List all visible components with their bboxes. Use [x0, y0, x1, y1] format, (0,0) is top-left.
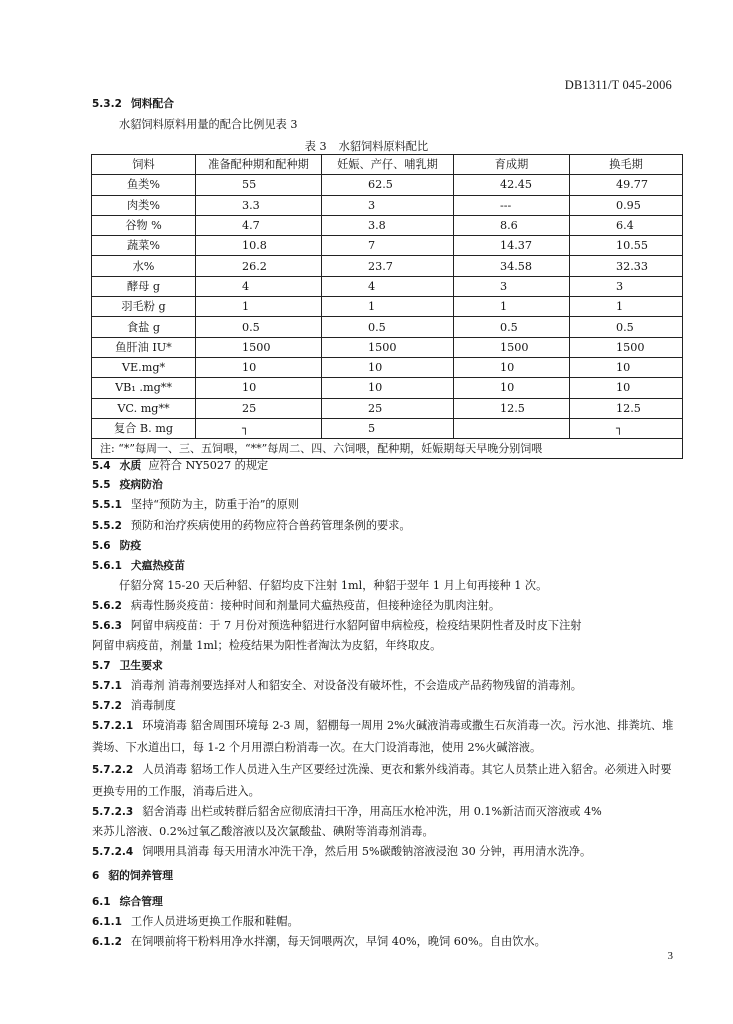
table-cell: 0.5: [322, 317, 454, 337]
section-5-5: [92, 478, 682, 492]
table-cell: 10: [454, 378, 570, 398]
section-number: 5.7.2.4: [92, 846, 134, 858]
table-row: [92, 215, 683, 235]
section-number: 5.7: [92, 660, 111, 672]
table-cell: 25: [322, 398, 454, 418]
section-5-6-1-text: 仔貂分窝 15-20 天后种貂、仔貂均皮下注射 1ml，种貂于翌年 1 月上旬再接种 1 次。: [119, 579, 548, 592]
table-cell: 49.77: [570, 175, 683, 195]
section-text: 应符合 NY5027 的规定: [148, 459, 269, 472]
table-cell: 0.5: [196, 317, 322, 337]
section-5-3-2-intro: 水貂饲料原料用量的配合比例见表 3: [119, 118, 298, 131]
section-5-7-2-3-continued: 来苏儿溶液、0.2%过氧乙酸溶液以及次氯酸盐、碘附等消毒剂消毒。: [92, 825, 434, 838]
table-header-cell: 换毛期: [570, 155, 683, 175]
section-number: 5.7.1: [92, 680, 122, 692]
table-cell: 10: [196, 357, 322, 377]
section-5-6: [92, 539, 682, 553]
table-caption-title: 水貂饲料原料配比: [338, 140, 429, 153]
table-cell: 34.58: [454, 256, 570, 276]
section-number: 5.6.1: [92, 560, 122, 572]
table-row: [92, 418, 683, 438]
table-cell: 3.3: [196, 195, 322, 215]
table-row-label: 谷物 %: [92, 215, 196, 235]
section-text: 貂舍消毒 出栏或转群后貂舍应彻底清扫干净，用高压水枪冲洗，用 0.1%新洁而灭溶液或 4%: [142, 805, 602, 818]
table-cell: 1: [570, 297, 683, 317]
table-cell: 10.8: [196, 236, 322, 256]
section-5-7-2-1: [92, 715, 682, 759]
section-text: 病毒性肠炎疫苗：接种时间和剂量同犬瘟热疫苗，但接种途径为肌肉注射。: [130, 599, 501, 612]
table-cell: 10: [196, 378, 322, 398]
table-row: [92, 195, 683, 215]
table-row: [92, 357, 683, 377]
table-cell: 1500: [454, 337, 570, 357]
table-cell: 32.33: [570, 256, 683, 276]
section-number: 6.1.1: [92, 916, 122, 928]
table-cell: 25: [196, 398, 322, 418]
table-cell: 10: [322, 378, 454, 398]
table-cell: [454, 418, 570, 438]
table-cell: 4: [196, 276, 322, 296]
table-cell: 1: [322, 297, 454, 317]
section-5-7-2-2: [92, 759, 682, 803]
table-header-row: [92, 155, 683, 175]
section-6-1-1: [92, 915, 682, 929]
section-number: 5.6.2: [92, 600, 122, 612]
section-title: 饲料配合: [130, 97, 175, 110]
table-row: [92, 236, 683, 256]
table-row: [92, 317, 683, 337]
section-5-5-1: [92, 498, 682, 512]
table-cell: 3: [322, 195, 454, 215]
section-title: 防疫: [119, 539, 142, 552]
table-cell: 23.7: [322, 256, 454, 276]
table-row: [92, 337, 683, 357]
table-cell: 1500: [570, 337, 683, 357]
table-cell: 3: [570, 276, 683, 296]
table-row: [92, 175, 683, 195]
section-number: 5.5.1: [92, 499, 122, 511]
table-note: 注: “*”每周一、三、五饲喂，“**”每周二、四、六饲喂，配种期，妊娠期每天早晚分别饲喂: [92, 439, 683, 459]
table-cell: 10: [570, 378, 683, 398]
table-3-caption: [0, 138, 733, 154]
table-cell: 10: [322, 357, 454, 377]
section-number: 5.4: [92, 460, 111, 472]
table-row-label: 食盐 g: [92, 317, 196, 337]
table-cell: 4: [322, 276, 454, 296]
table-cell: 26.2: [196, 256, 322, 276]
table-cell: 14.37: [454, 236, 570, 256]
table-row-label: 鱼类%: [92, 175, 196, 195]
table-cell: 1: [196, 297, 322, 317]
section-number: 6.1.2: [92, 936, 122, 948]
table-header-cell: 育成期: [454, 155, 570, 175]
section-text: 坚持“预防为主，防重于治”的原则: [130, 498, 299, 511]
table-row-label: 复合 B. mg: [92, 418, 196, 438]
table-cell: 10.55: [570, 236, 683, 256]
section-5-5-2: [92, 519, 682, 533]
feed-ratio-table: [91, 154, 683, 459]
table-note-row: [92, 439, 683, 459]
section-text: 消毒剂 消毒剂要选择对人和貂安全、对设备没有破坏性，不会造成产品药物残留的消毒剂。: [130, 679, 582, 692]
section-number: 5.7.2: [92, 700, 122, 712]
table-cell: 62.5: [322, 175, 454, 195]
section-5-7-2: [92, 699, 682, 713]
section-text: 消毒制度: [130, 699, 176, 712]
section-5-6-1: [92, 559, 682, 573]
table-cell: 4.7: [196, 215, 322, 235]
table-row: [92, 378, 683, 398]
table-cell: 10: [454, 357, 570, 377]
table-row: [92, 276, 683, 296]
table-row-label: 酵母 g: [92, 276, 196, 296]
section-6-1-2: [92, 935, 682, 949]
section-text: 在饲喂前将干粉料用净水拌潮，每天饲喂两次，早饲 40%，晚饲 60%。自由饮水。: [130, 935, 546, 948]
table-cell: 0.95: [570, 195, 683, 215]
table-cell: 42.45: [454, 175, 570, 195]
section-title: 卫生要求: [119, 659, 163, 672]
table-row-label: 肉类%: [92, 195, 196, 215]
document-code: DB1311/T 045-2006: [564, 78, 672, 92]
section-number: 6: [92, 870, 100, 882]
table-cell: 0.5: [454, 317, 570, 337]
section-5-4: [92, 459, 682, 473]
table-header-cell: 饲料: [92, 155, 196, 175]
table-row-label: 羽毛粉 g: [92, 297, 196, 317]
table-cell: ┐: [570, 418, 683, 438]
section-title: 水质: [119, 459, 142, 472]
page-number: 3: [667, 950, 673, 962]
table-row: [92, 398, 683, 418]
section-5-7-2-4: [92, 845, 682, 859]
section-title: 疫病防治: [119, 478, 163, 491]
section-number: 6.1: [92, 896, 111, 908]
table-row-label: VC. mg**: [92, 398, 196, 418]
table-cell: 1500: [322, 337, 454, 357]
table-cell: 3.8: [322, 215, 454, 235]
table-cell: 10: [570, 357, 683, 377]
table-cell: 8.6: [454, 215, 570, 235]
table-row: [92, 256, 683, 276]
section-number: 5.6.3: [92, 620, 122, 632]
table-row-label: VE.mg*: [92, 357, 196, 377]
section-5-7-2-3: [92, 805, 682, 819]
table-row-label: 水%: [92, 256, 196, 276]
section-text: 环境消毒 貂舍周围环境每 2-3 周，貂棚每一周用 2%火碱液消毒或撒生石灰消毒一次。污水池、排粪坑、堆粪场、下水道出口，每 1-2 个月用漂白粉消毒一次。在大门设消毒池，使用 2%火碱溶液。: [92, 719, 674, 754]
table-header-cell: 准备配种期和配种期: [196, 155, 322, 175]
section-text: 饲喂用具消毒 每天用清水冲洗干净，然后用 5%碳酸钠溶液浸泡 30 分钟，再用清水洗净。: [142, 845, 592, 858]
table-header-cell: 妊娠、产仔、哺乳期: [322, 155, 454, 175]
section-number: 5.7.2.2: [92, 764, 134, 776]
section-title: 貂的饲养管理: [108, 869, 174, 882]
table-cell: 55: [196, 175, 322, 195]
table-cell: 7: [322, 236, 454, 256]
section-number: 5.5: [92, 479, 111, 491]
table-row-label: 蔬菜%: [92, 236, 196, 256]
section-5-7: [92, 659, 682, 673]
table-cell: 1: [454, 297, 570, 317]
section-6: [92, 869, 682, 883]
section-text: 预防和治疗疾病使用的药物应符合兽药管理条例的要求。: [130, 519, 411, 532]
section-6-1: [92, 895, 682, 909]
table-caption-number: 表 3: [304, 140, 327, 153]
table-row: [92, 297, 683, 317]
section-text: 人员消毒 貂场工作人员进入生产区要经过洗澡、更衣和紫外线消毒。其它人员禁止进入貂舍。必须进入时要更换专用的工作服，消毒后进入。: [92, 763, 672, 798]
section-title: 犬瘟热疫苗: [130, 559, 185, 572]
table-cell: 3: [454, 276, 570, 296]
table-cell: 0.5: [570, 317, 683, 337]
section-number: 5.3.2: [92, 98, 122, 110]
section-title: 综合管理: [119, 895, 163, 908]
table-cell: 12.5: [454, 398, 570, 418]
table-cell: 6.4: [570, 215, 683, 235]
section-number: 5.7.2.3: [92, 806, 134, 818]
section-number: 5.7.2.1: [92, 720, 134, 732]
section-text: 工作人员进场更换工作服和鞋帽。: [130, 915, 299, 928]
section-5-7-1: [92, 679, 682, 693]
section-5-3-2-heading: [92, 97, 682, 111]
section-5-6-3: [92, 619, 682, 633]
table-cell: 12.5: [570, 398, 683, 418]
section-number: 5.6: [92, 540, 111, 552]
table-cell: 5: [322, 418, 454, 438]
table-cell: 1500: [196, 337, 322, 357]
section-5-6-2: [92, 599, 682, 613]
section-text: 阿留申病疫苗：于 7 月份对预选种貂进行水貂阿留申病检疫，检疫结果阴性者及时皮下注射: [130, 619, 582, 632]
section-5-6-3-continued: 阿留申病疫苗，剂量 1ml；检疫结果为阳性者淘汰为皮貂，年终取皮。: [92, 639, 442, 652]
table-cell: ┐: [196, 418, 322, 438]
table-row-label: VB₁ .mg**: [92, 378, 196, 398]
table-cell: ---: [454, 195, 570, 215]
section-number: 5.5.2: [92, 520, 122, 532]
table-row-label: 鱼肝油 IU*: [92, 337, 196, 357]
